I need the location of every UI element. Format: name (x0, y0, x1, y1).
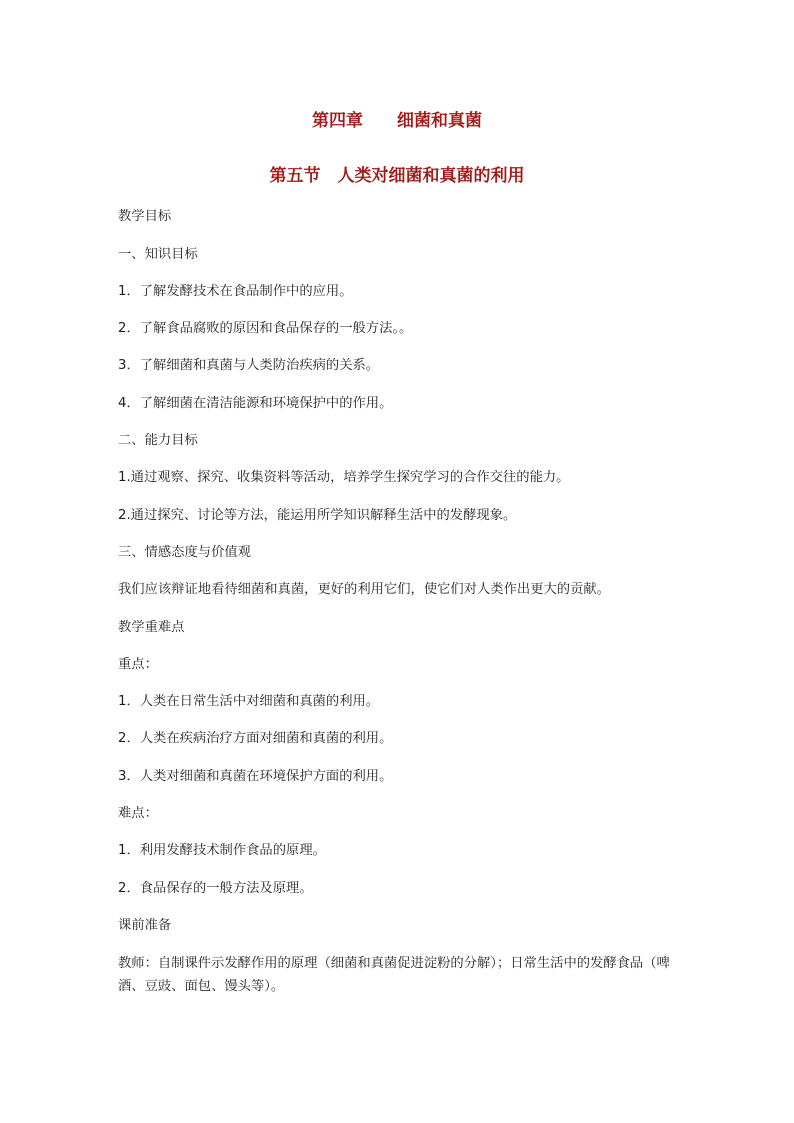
focus-label: 重点： (118, 657, 158, 672)
focus-item: 3．人类对细菌和真菌在环境保护方面的利用。 (118, 769, 393, 784)
section-title: 第五节 人类对细菌和真菌的利用 (269, 166, 525, 186)
knowledge-goal-item: 3．了解细菌和真菌与人类防治疾病的关系。 (118, 358, 380, 373)
knowledge-goal-item: 1．了解发酵技术在食品制作中的应用。 (118, 284, 353, 299)
focus-item: 1．人类在日常生活中对细菌和真菌的利用。 (118, 694, 380, 709)
difficulty-item: 2．食品保存的一般方法及原理。 (118, 881, 313, 896)
key-points-heading: 教学重难点 (118, 620, 185, 635)
ability-goal-item: 1.通过观察、探究、收集资料等活动，培养学生探究学习的合作交往的能力。 (118, 470, 570, 485)
teaching-goals-heading: 教学目标 (118, 209, 172, 224)
emotion-goals-heading: 三、情感态度与价值观 (118, 545, 251, 560)
focus-item: 2．人类在疾病治疗方面对细菌和真菌的利用。 (118, 731, 393, 746)
teacher-preparation-text: 教师：自制课件示发酵作用的原理（细菌和真菌促进淀粉的分解）；日常生活中的发酵食品（啤酒、豆豉、面包、馒头等）。 (118, 956, 670, 994)
difficulty-label: 难点： (118, 806, 158, 821)
preparation-heading: 课前准备 (118, 918, 172, 933)
knowledge-goals-heading: 一、知识目标 (118, 247, 198, 262)
chapter-title: 第四章 细菌和真菌 (312, 111, 482, 131)
knowledge-goal-item: 4．了解细菌在清洁能源和环境保护中的作用。 (118, 396, 393, 411)
difficulty-item: 1．利用发酵技术制作食品的原理。 (118, 843, 326, 858)
emotion-goals-text: 我们应该辩证地看待细菌和真菌，更好的利用它们，使它们对人类作出更大的贡献。 (118, 582, 610, 597)
knowledge-goal-item: 2．了解食品腐败的原因和食品保存的一般方法。。 (118, 321, 413, 336)
ability-goals-heading: 二、能力目标 (118, 433, 198, 448)
ability-goal-item: 2.通过探究、讨论等方法，能运用所学知识解释生活中的发酵现象。 (118, 508, 517, 523)
